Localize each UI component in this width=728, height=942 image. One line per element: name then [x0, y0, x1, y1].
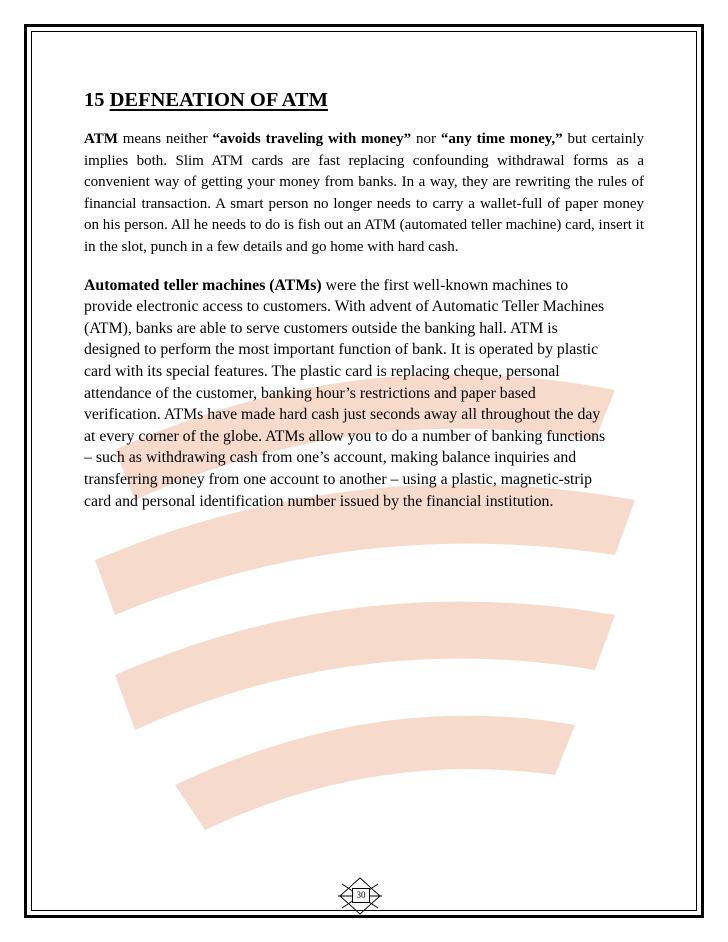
term-automated-teller-machines: Automated teller machines (ATMs): [84, 276, 322, 294]
term-atm: ATM: [84, 131, 118, 147]
para2-line-11: card and personal identification number issued by the financial institution.: [84, 492, 554, 510]
paragraph-automated-teller-machines: [84, 275, 644, 513]
section-title: [84, 88, 644, 112]
para2-line-5: card with its special features. The plastic card is replacing cheque, personal: [84, 362, 560, 380]
quote-avoids-traveling: “avoids traveling with money”: [212, 131, 412, 147]
para2-line-1: were the first well-known machines to: [321, 276, 569, 294]
watermark-stripe-3: [115, 602, 615, 731]
watermark-stripe-4: [175, 716, 575, 830]
section-title-text: DEFNEATION OF ATM: [109, 89, 328, 111]
para2-line-9: – such as withdrawing cash from one’s account, making balance inquiries and: [84, 449, 577, 467]
page-number: 30: [352, 888, 370, 903]
para2-line-7: verification. ATMs have made hard cash just seconds away all throughout the day: [84, 406, 601, 424]
section-number: 15: [84, 89, 105, 111]
para1-text-1: means neither: [117, 131, 213, 147]
quote-any-time-money: “any time money,”: [440, 131, 563, 147]
page-content: [84, 88, 644, 512]
para2-line-8: at every corner of the globe. ATMs allow you to do a number of banking functions: [84, 427, 606, 445]
para2-line-10: transferring money from one account to another – using a plastic, magnetic-strip: [84, 470, 592, 488]
para2-line-4: designed to perform the most important function of bank. It is operated by plastic: [84, 341, 599, 359]
para1-text-2: nor: [411, 131, 441, 147]
paragraph-atm-definition: [84, 129, 644, 259]
para2-line-3: (ATM), banks are able to serve customers outside the banking hall. ATM is: [84, 319, 558, 337]
para2-line-2: provide electronic access to customers. With advent of Automatic Teller Machines: [84, 298, 605, 316]
para1-text-3: but certainly implies both. Slim ATM cards are fast replacing confounding withdrawal forms as a convenient way of getting your money from banks. In a way, they are rewriting the rules of financial transaction. A smart person no longer needs to carry a wallet-full of paper money on his person. All he needs to do is fish out an ATM (automated teller machine) card, insert it in the slot, punch in a few details and go home with hard cash.: [84, 131, 645, 255]
para2-line-6: attendance of the customer, banking hour’s restrictions and paper based: [84, 384, 536, 402]
